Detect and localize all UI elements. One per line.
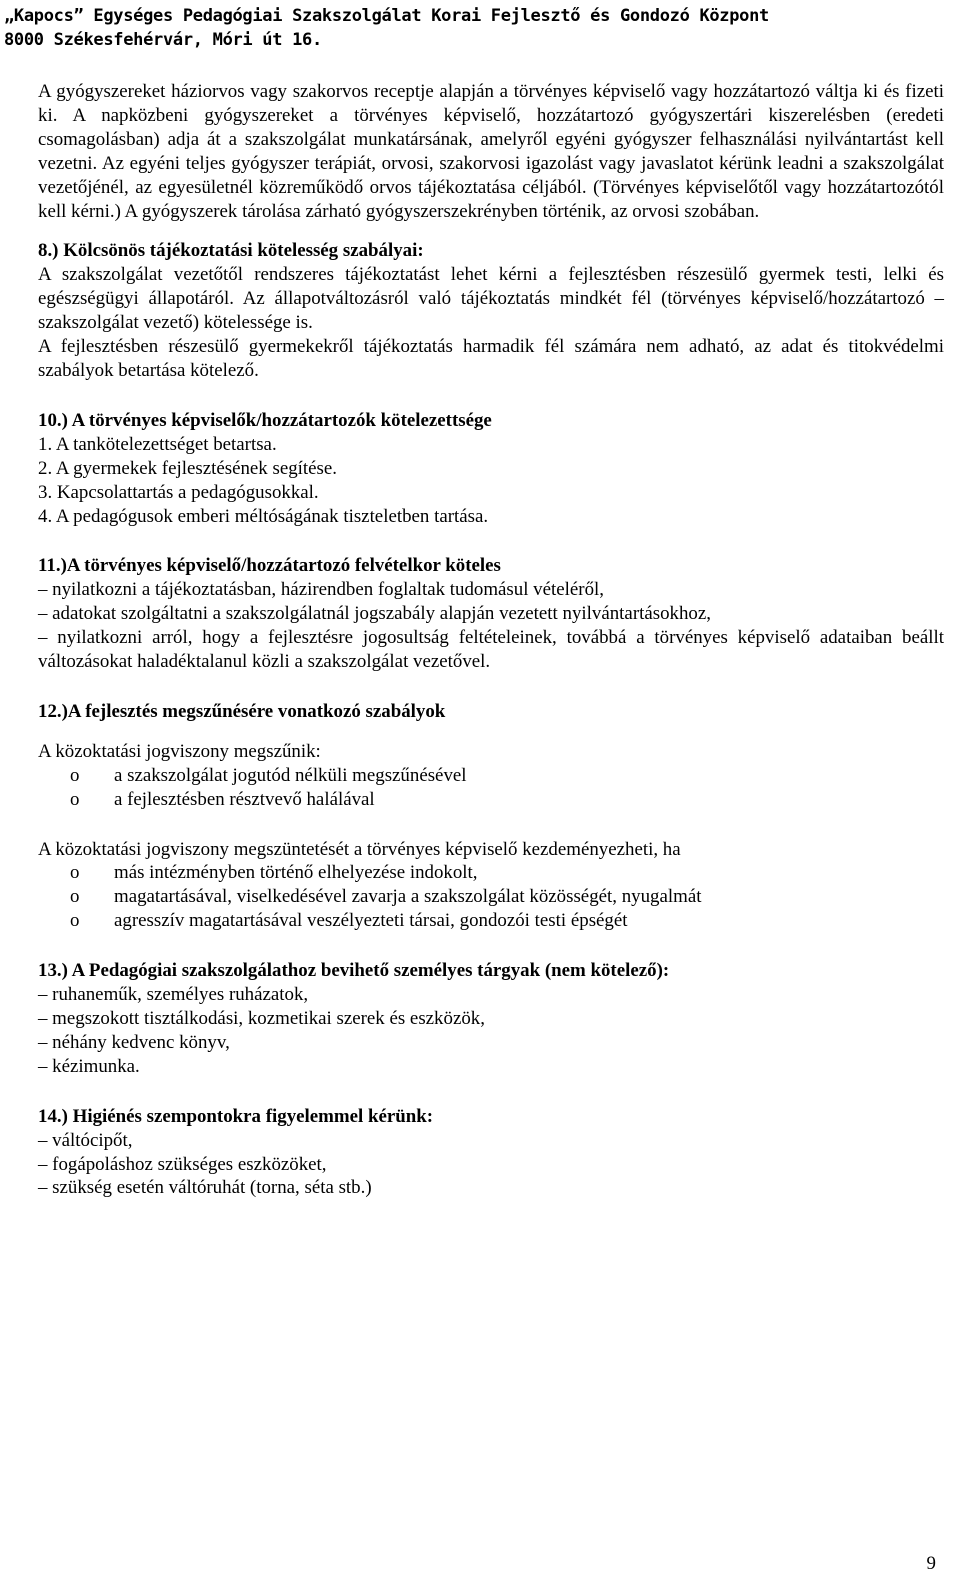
list-item: – kézimunka.	[38, 1055, 140, 1077]
list-item: – nyilatkozni arról, hogy a fejlesztésre jogosultság feltételeinek, továbbá a törvényes képviselő adataiban beállt változásokat haladéktalanul közli a szakszolgálat vezetővel.	[38, 627, 944, 673]
section-12-list-2	[70, 861, 944, 933]
section-8-number: 8.)	[38, 240, 59, 262]
list-item-text: magatartásával, viselkedésével zavarja a szakszolgálat közösségét, nyugalmát	[114, 886, 702, 908]
list-item: – néhány kedvenc könyv,	[38, 1031, 230, 1053]
medication-paragraph: A gyógyszereket háziorvos vagy szakorvos receptje alapján a törvényes képviselő vagy hozzátartozó váltja ki és fizeti ki. A napközbeni gyógyszereket a törvényes képviselő, hozzátartozó gyógyszertári kiszerelésben (eredeti csomagolásban) adja át a szakszolgálat munkatársának, amelyről egyéni gyógyszer felhasználási nyilvántartást kell vezetni. Az egyéni teljes gyógyszer terápiát, orvosi, szakorvosi igazolást vagy javaslatot kérünk leadni a szakszolgálat vezetőjénél, az egyesületnél közreműködő orvos tájékoztatása céljából. (Törvényes képviselőtől vagy hozzátartozótól kell kérni.) A gyógyszerek tárolása zárható gyógyszerszekrényben történik, az orvosi szobában.	[38, 81, 944, 222]
list-item: – váltócipőt,	[38, 1129, 133, 1151]
list-item: 1. A tankötelezettséget betartsa.	[38, 433, 277, 455]
page-number: 9	[926, 1553, 936, 1574]
list-item: – fogápoláshoz szükséges eszközöket,	[38, 1153, 327, 1175]
bullet-icon: o	[70, 886, 80, 908]
bullet-icon: o	[70, 764, 80, 786]
list-item	[70, 861, 944, 885]
list-item: 4. A pedagógusok emberi méltóságának tiszteletben tartása.	[38, 505, 489, 527]
letterhead	[0, 4, 960, 60]
section-8-title: Kölcsönös tájékoztatási kötelesség szabályai:	[63, 240, 424, 262]
section-8-paragraph-1: A szakszolgálat vezetőtől rendszeres tájékoztatást lehet kérni a fejlesztésben részesülő gyermek testi, lelki és egészségügyi állapotáról. Az állapotváltozásról való tájékoztatás mindkét fél (törvényes képviselő/hozzátartozó – szakszolgálat vezető) kötelessége is.	[38, 264, 944, 334]
section-13-title: 13.) A Pedagógiai szakszolgálathoz bevihető személyes tárgyak (nem kötelező):	[38, 960, 670, 982]
document-body	[38, 80, 944, 1200]
list-item	[70, 885, 944, 909]
list-item	[70, 788, 944, 812]
section-10-list	[38, 433, 944, 529]
section-12-list-1	[70, 764, 944, 812]
letterhead-org-name: „Kapocs” Egységes Pedagógiai Szakszolgálat Korai Fejlesztő és Gondozó Központ	[4, 6, 769, 26]
list-item-text: a fejlesztésben résztvevő halálával	[114, 788, 375, 810]
list-item: 2. A gyermekek fejlesztésének segítése.	[38, 457, 337, 479]
section-12-intro-2: A közoktatási jogviszony megszüntetését a törvényes képviselő kezdeményezheti, ha	[38, 838, 681, 860]
list-item	[70, 909, 944, 933]
section-12-title: 12.)A fejlesztés megszűnésére vonatkozó szabályok	[38, 700, 446, 722]
list-item: – ruhaneműk, személyes ruházatok,	[38, 984, 309, 1006]
list-item	[70, 764, 944, 788]
section-13-list	[38, 983, 944, 1079]
list-item-text: más intézményben történő elhelyezése indokolt,	[114, 862, 478, 884]
list-item: – szükség esetén váltóruhát (torna, séta stb.)	[38, 1177, 372, 1199]
letterhead-address: 8000 Székesfehérvár, Móri út 16.	[4, 30, 322, 50]
list-item: – nyilatkozni a tájékoztatásban, házirendben foglaltak tudomásul vételéről,	[38, 579, 604, 601]
section-12-intro-1: A közoktatási jogviszony megszűnik:	[38, 740, 321, 762]
section-11-list	[38, 578, 944, 674]
bullet-icon: o	[70, 862, 80, 884]
bullet-icon: o	[70, 788, 80, 810]
list-item: – megszokott tisztálkodási, kozmetikai szerek és eszközök,	[38, 1008, 485, 1029]
section-10-title: 10.) A törvényes képviselők/hozzátartozók kötelezettsége	[38, 409, 492, 431]
list-item: – adatokat szolgáltatni a szakszolgálatnál jogszabály alapján vezetett nyilvántartásokhoz,	[38, 603, 711, 625]
list-item-text: agresszív magatartásával veszélyezteti társai, gondozói testi épségét	[114, 910, 628, 932]
section-14-list	[38, 1129, 944, 1201]
section-8-paragraph-2: A fejlesztésben részesülő gyermekekről tájékoztatás harmadik fél számára nem adható, az adat és titokvédelmi szabályok betartása kötelező.	[38, 336, 944, 381]
list-item-text: a szakszolgálat jogutód nélküli megszűnésével	[114, 764, 467, 786]
bullet-icon: o	[70, 910, 80, 932]
section-8-heading	[38, 239, 944, 263]
section-14-title: 14.) Higiénés szempontokra figyelemmel kérünk:	[38, 1105, 434, 1127]
section-11-title: 11.)A törvényes képviselő/hozzátartozó felvételkor köteles	[38, 555, 501, 577]
list-item: 3. Kapcsolattartás a pedagógusokkal.	[38, 481, 319, 503]
